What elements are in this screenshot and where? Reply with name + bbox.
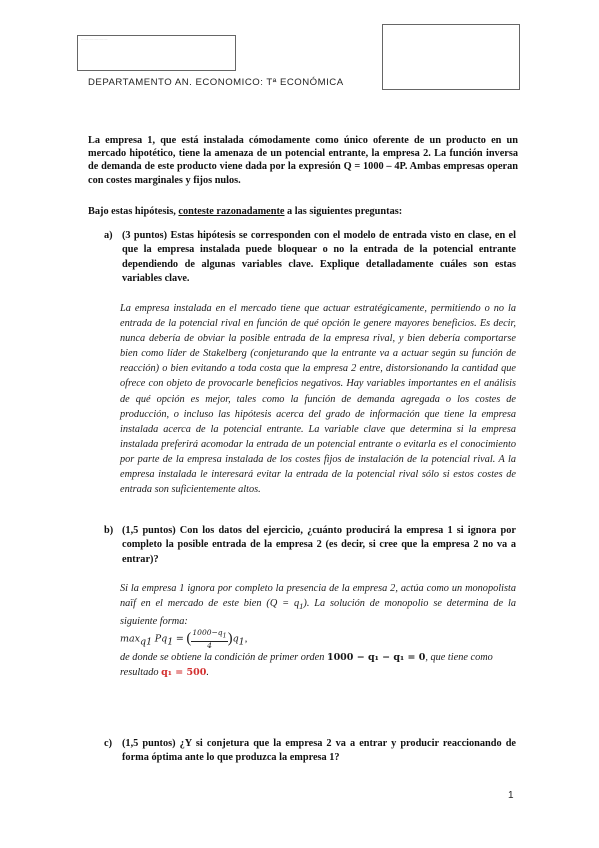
question-a-letter: a) bbox=[104, 230, 113, 241]
answer-b-result-value: q₁ = 500 bbox=[161, 667, 207, 679]
header-box-left bbox=[77, 35, 236, 71]
question-b-letter: b) bbox=[104, 525, 114, 536]
answer-b-formula bbox=[120, 629, 516, 650]
formula-equals: = bbox=[175, 633, 184, 645]
answer-b-result-label: resultado bbox=[120, 667, 162, 679]
instructions-after: a las siguientes preguntas: bbox=[284, 206, 403, 217]
instructions-underlined: conteste razonadamente bbox=[178, 206, 285, 217]
formula-max-sub: q1 bbox=[140, 636, 153, 648]
department-heading: DEPARTAMENTO AN. ECONOMICO: Tª ECONÓMICA bbox=[88, 77, 344, 88]
answer-b-line1: Si la empresa 1 ignora por completo la presencia de la empresa 2, actúa como un monopolista naïf en el mercado de este bien (Q = q bbox=[120, 583, 516, 610]
fraction-denominator: 4 bbox=[207, 640, 212, 650]
formula-paren-close: ) bbox=[227, 631, 233, 648]
fraction-numerator: 1000−q bbox=[192, 628, 223, 638]
answer-b-line3-start: de donde se obtiene la condición de primer orden bbox=[120, 652, 327, 664]
header-box-right bbox=[382, 24, 520, 90]
question-c-letter: c) bbox=[104, 738, 112, 749]
instructions-before: Bajo estas hipótesis, bbox=[88, 206, 179, 217]
answer-b-line1-sub: 1 bbox=[299, 601, 304, 612]
answer-a: La empresa instalada en el mercado tiene que actuar estratégicamente, permitiendo o no la entrada de la potencial rival en función de qué opción le genere mayores beneficios. Es decir, nunca debería de obviar la posible entrada de la empresa rival, y bien debería comportarse bien como líder de Stakelberg (conjeturando que la entrante va a actuar según su función de reacción) o bien evitando a toda costa que la empresa 2 entre, distorsionando la cantidad que ofrece con objeto de provocarle beneficios negativos. Hay variables importantes en el análisis de qué opción es mejor, tales como la función de demanda agregada o los costes de producción, o incluso las hipótesis acerca del grado de información que tiene la empresa instalada acerca de la potencial entrante. La variable clave que determina si la empresa instalada preferirá acomodar la entrada de un potencial entrante o evitarla es el conocimiento por parte de la empresa instalada de los costes fijos de instalación de la potencial rival. A la empresa instalada le interesará evitar la entrada de la potencial rival sólo si estos costes de entrada son suficientemente altos. bbox=[120, 303, 516, 496]
formula-fraction bbox=[191, 629, 227, 650]
question-a-text: (3 puntos) Estas hipótesis se corresponden con el modelo de entrada visto en clase, en el que la empresa instalada puede bloquear o no la entrada de la potencial entrante dependiendo de algunas variables clave. Explique detalladamente cuáles son estas variables clave. bbox=[122, 230, 516, 285]
formula-objective-sub: 1 bbox=[167, 636, 174, 648]
problem-statement: La empresa 1, que está instalada cómodamente como único oferente de un producto en un mercado hipotético, tiene la amenaza de un potencial entrante, la empresa 2. La función inversa de demanda de este producto viene dada por la expresión Q = 1000 – 4P. Ambas empresas operan con costes marginales y fijos nulos. bbox=[88, 135, 518, 186]
page-number: 1 bbox=[508, 790, 514, 801]
answer-b bbox=[120, 581, 516, 680]
instructions-line bbox=[88, 205, 402, 218]
question-b bbox=[104, 524, 516, 567]
header-box-left-text: ................................................ bbox=[81, 39, 108, 41]
formula-after-frac: q bbox=[232, 633, 239, 645]
answer-b-result-end: . bbox=[206, 667, 209, 679]
question-b-text: (1,5 puntos) Con los datos del ejercicio, ¿cuánto producirá la empresa 1 si ignora por completo la posible entrada de la empresa 2 (es decir, si cree que la empresa 2 no va a entrar)? bbox=[122, 525, 516, 565]
formula-after-frac-end: , bbox=[244, 633, 248, 645]
answer-b-line1-end: ). La solución de monopolio se determina de la siguiente forma: bbox=[120, 598, 516, 628]
formula-max: max bbox=[120, 633, 141, 645]
formula-after-frac-sub: 1 bbox=[238, 636, 245, 648]
question-c-text: (1,5 puntos) ¿Y si conjetura que la empresa 2 va a entrar y producir reaccionando de forma óptima ante lo que produzca la empresa 1? bbox=[122, 738, 516, 764]
question-a bbox=[104, 229, 516, 287]
answer-b-result-line bbox=[120, 665, 516, 680]
fraction-numerator-sub: 1 bbox=[222, 632, 227, 640]
first-order-condition: 1000 − q₁ − q₁ = 0 bbox=[326, 652, 426, 664]
formula-objective: Pq bbox=[154, 633, 168, 645]
formula-paren-open: ( bbox=[186, 631, 192, 648]
answer-b-line3-end: , que tiene como bbox=[425, 652, 493, 664]
question-c bbox=[104, 737, 516, 766]
answer-b-foc-line bbox=[120, 650, 516, 665]
